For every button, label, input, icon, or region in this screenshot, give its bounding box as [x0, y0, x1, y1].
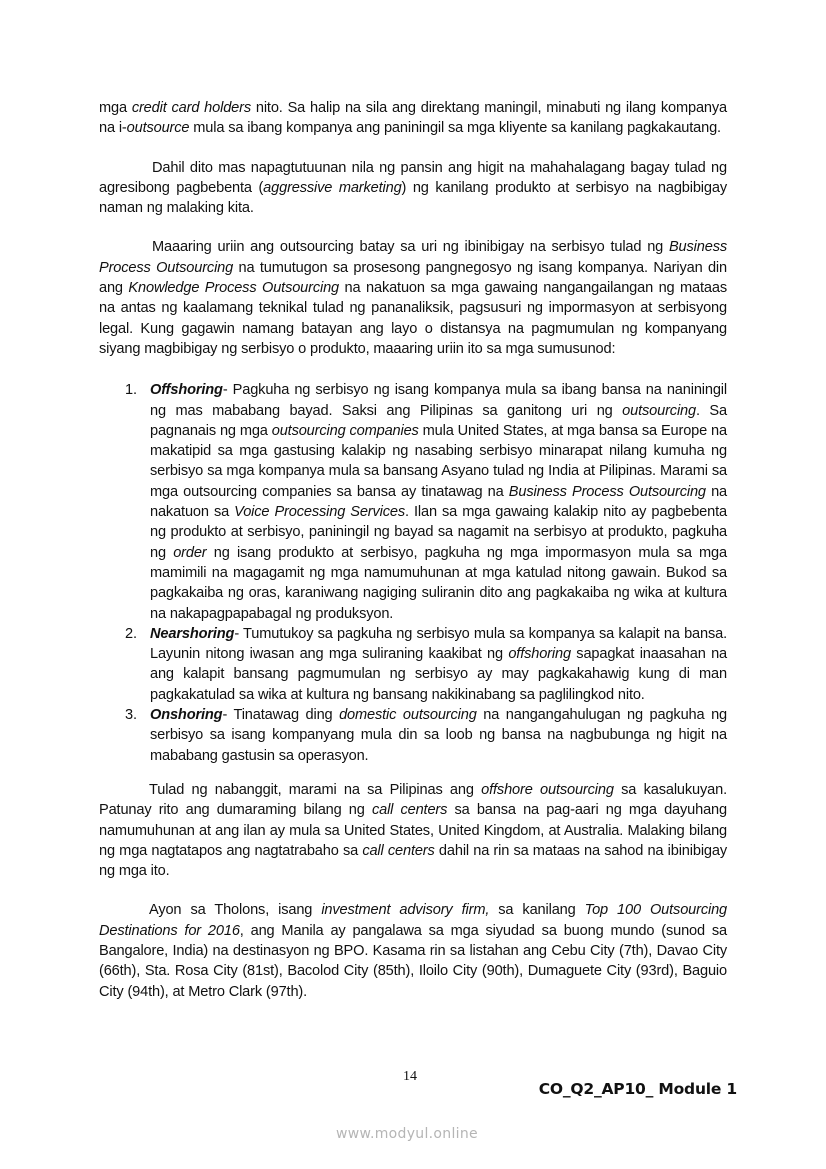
text: na nakatuon sa mga gawaing nangangailangan ng mataas na antas ng kaalamang teknikal tulad ng pananaliksik, pagsusuri ng impormasyon at serbisyong legal. Kung gagawin namang batayan ang layo o distansya na pagmumulan ng kompanyang siyang magbibigay ng serbisyo o produkto, maaaring uriin ito sa mga sumusunod: — [99, 280, 727, 357]
list-number: 1. — [125, 382, 137, 399]
italic-term: Top 100 Outsourcing Destinations for 2016 — [99, 902, 728, 939]
text: mula sa ibang kompanya ang paniningil sa mga kliyente sa kanilang pagkakautang. — [189, 120, 721, 137]
text: sa kanilang — [489, 902, 585, 919]
text: Maaaring uriin ang outsourcing batay sa uri ng ibinibigay na serbisyo tulad ng — [152, 239, 669, 256]
list-term: Offshoring — [150, 382, 223, 399]
text: ) ng kanilang produkto at serbisyo na nagbibigay naman ng malaking kita. — [99, 179, 727, 217]
list-number: 3. — [125, 707, 137, 724]
text: . Sa pagnanais ng mga — [150, 402, 727, 439]
paragraph-credit-card-holders — [99, 98, 727, 139]
text: na nakatuon sa — [150, 483, 728, 521]
text: - Tumutukoy sa pagkuha ng serbisyo mula sa kompanya sa kalapit na bansa. Layunin nitong iwasan ang mga suliraning kaakibat ng — [150, 625, 727, 663]
paragraph-call-centers — [99, 780, 727, 881]
list-item-onshoring — [99, 705, 727, 766]
text: Ayon sa Tholons, isang — [149, 902, 322, 919]
text: . Ilan sa mga gawaing kalakip nito ay pagbebenta ng produkto at serbisyo, paniningil ng bayad sa nagamit na serbisyo at produkto, pagkuha ng — [150, 504, 727, 561]
italic-term: Voice Processing Services — [234, 504, 406, 521]
paragraph-tholons-ranking — [99, 900, 727, 1001]
outsourcing-types-list — [99, 380, 727, 766]
page-body — [99, 98, 727, 1002]
list-number: 2. — [125, 625, 137, 642]
italic-term: call centers — [362, 842, 435, 859]
text: sapagkat inaasahan na ang kalapit bansang pagmumulan ng serbisyo ay may pagkakahawig kung di man pagkakatulad sa wika at kultura ng bansang nakikinabang sa paglilingkod nito. — [150, 646, 728, 703]
page-number: 14 — [403, 1069, 417, 1084]
italic-term: investment advisory firm, — [321, 902, 490, 919]
text: ng isang produkto at serbisyo, pagkuha ng mga impormasyon mula sa mga mamimili na magagamit ng mga namumuhunan at mga katulad nitong gawain. Bukod sa pagkakaiba ng oras, karaniwang nagiging suliranin dito ang pagkakaiba ng wika at kultura na nakapagpapabagal ng produksyon. — [150, 544, 727, 622]
paragraph-aggressive-marketing — [99, 158, 727, 219]
text: , ang Manila ay pangalawa sa mga siyudad sa buong mundo (sunod sa Bangalore, India) na destinasyon ng BPO. Kasama rin sa listahan ang Cebu City (7th), Davao City (66th), Sta. Rosa City (81st), Bacolod City (85th), Iloilo City (90th), Dumaguete City (93rd), Baguio City (94th), at Metro Clark (97th). — [99, 922, 727, 1000]
italic-term: outsourcing — [622, 402, 696, 419]
text: dahil na rin sa mataas na sahod na ibinibigay ng mga ito. — [99, 842, 727, 880]
italic-term: domestic outsourcing — [339, 707, 477, 724]
text: - Tinatawag ding — [222, 707, 340, 724]
text: Tulad ng nabanggit, marami na sa Pilipinas ang — [149, 781, 482, 798]
text: sa kasalukuyan. Patunay rito ang dumaraming bilang ng — [99, 781, 727, 819]
text: Dahil dito mas napagtutuunan nila ng pansin ang higit na mahahalagang bagay tulad ng agresibong pagbebenta ( — [99, 159, 727, 196]
italic-term: credit card holders — [131, 100, 251, 116]
italic-term: Knowledge Process Outsourcing — [128, 280, 340, 297]
italic-term: aggressive marketing — [263, 179, 402, 196]
italic-term: offshore outsourcing — [481, 781, 614, 798]
list-item-offshoring — [99, 380, 727, 624]
text: - Pagkuha ng serbisyo ng isang kompanya mula sa ibang bansa na naniningil ng mas mababang bayad. Saksi ang Pilipinas sa ganitong uri ng — [150, 382, 727, 419]
italic-term: order — [173, 544, 207, 561]
italic-term: outsource — [126, 120, 190, 137]
list-item-nearshoring — [99, 624, 727, 705]
paragraph-outsourcing-types — [99, 237, 727, 359]
list-term: Nearshoring — [150, 625, 235, 642]
text: mula United States, at mga bansa sa Europe na makatipid sa mga gastusing kalakip ng nasabing serbisyo minarapat nilang kumuha ng serbisyo sa mga kompanya mula sa bansang Asyano tulad ng India at Pilipinas. Marami sa mga outsourcing companies sa bansa ay tinatawag na — [150, 422, 727, 500]
text: sa bansa na pag-aari ng mga dayuhang namumuhunan at ang ilan ay mula sa United States, United Kingdom, at Australia. Malaking bilang ng mga nagtatapos ang nagtatrabaho sa — [99, 802, 727, 859]
text: mga — [99, 100, 132, 116]
module-code: CO_Q2_AP10_ Module 1 — [538, 1080, 737, 1098]
list-term: Onshoring — [150, 707, 223, 724]
italic-term: offshoring — [508, 646, 571, 663]
italic-term: Business Process Outsourcing — [99, 239, 727, 276]
italic-term: Business Process Outsourcing — [508, 483, 706, 500]
italic-term: call centers — [371, 802, 448, 819]
text: na nangangahulugan ng pagkuha ng serbisyo sa isang kompanyang mula din sa loob ng bansa na nagbubunga ng higit na mababang gastusin sa operasyon. — [150, 707, 728, 764]
italic-term: outsourcing companies — [271, 422, 419, 439]
text: nito. Sa halip na sila ang direktang maningil, minabuti ng ilang kompanya na i- — [99, 100, 727, 137]
watermark-link[interactable]: www.modyul.online — [336, 1126, 478, 1142]
text: na tumutugon sa prosesong pangnegosyo ng isang kompanya. Nariyan din ang — [99, 259, 727, 297]
